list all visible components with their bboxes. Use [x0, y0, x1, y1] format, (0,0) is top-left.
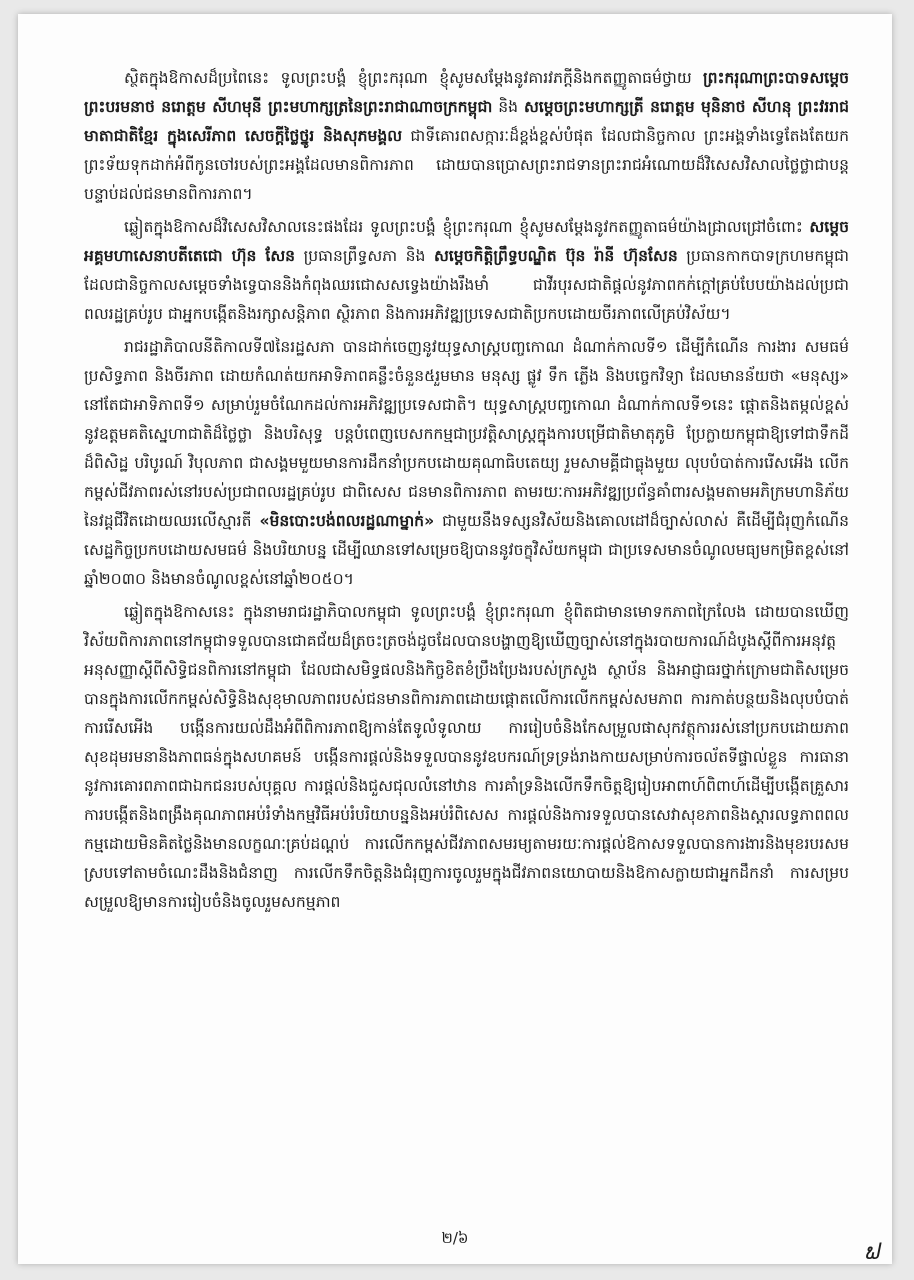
document-body	[84, 64, 849, 921]
text-run: និង	[492, 98, 524, 116]
page-number: ២/៦	[441, 1229, 469, 1247]
paragraph-4	[84, 598, 849, 917]
bold-text-run: «មិនបោះបង់ពលរដ្ឋណាម្នាក់»	[259, 512, 435, 530]
text-run: ឆ្លៀតក្នុងឱកាសនេះ ក្នុងនាមរាជរដ្ឋាភិបាលកម្ពុជា ទូលព្រះបង្គំ ខ្ញុំព្រះករុណា ខ្ញុំពិតជាមានមោទកភាពក្រៃលែង ដោយបានឃើញវិស័យពិការភាពនៅកម្ពុជាទទួលបានជោគជ័យដ៏ត្រចះត្រចង់ដូចដែលបានបង្ហាញឱ្យឃើញច្បាស់នៅក្នុងរបាយការណ៍ដំបូងស្តីពីការអនុវត្តអនុសញ្ញាស្តីពីសិទ្ធិជនពិការនៅកម្ពុជា ដែលជាសមិទ្ធផលនិងកិច្ចខិតខំប្រឹងប្រែងរបស់ក្រសួង ស្ថាប័ន និងអាជ្ញាធរថ្នាក់ក្រោមជាតិសម្រេចបានក្នុងការលើកកម្ពស់សិទ្ធិនិងសុខុមាលភាពរបស់ជនមានពិការភាពដោយផ្តោតលើការលើកកម្ពស់សមភាព ការកាត់បន្ថយនិងលុបបំបាត់ការរើសអើង បង្កើនការយល់ដឹងអំពីពិការភាពឱ្យកាន់តែទូលំទូលាយ ការរៀបចំនិងកែសម្រួលផាសុកវត្ថុការរស់នៅប្រកបដោយភាពសុខដុមរមនានិងភាពធន់ក្នុងសហគមន៍ បង្កើនការផ្តល់និងទទួលបាននូវឧបករណ៍ទ្រទ្រង់រាងកាយសម្រាប់ការចល័តទីផ្ទាល់ខ្លួន ការធានានូវការគោរពភាពជាឯកជនរបស់បុគ្គល ការផ្តល់និងជួសជុលលំនៅឋាន ការគាំទ្រនិងលើកទឹកចិត្តឱ្យរៀបអាពាហ៍ពិពាហ៍ដើម្បីបង្កើតគ្រួសារ ការបង្កើតនិងពង្រឹងគុណភាពអប់រំទាំងកម្មវិធីអប់រំបរិយាបន្ននិងអប់រំពិសេស ការផ្តល់និងការទទួលបានសេវាសុខភាពនិងស្តារលទ្ធភាពពលកម្មដោយមិនគិតថ្លៃនិងមានលក្ខណៈគ្រប់ដណ្តប់ ការលើកកម្ពស់ជីវភាពសមរម្យតាមរយៈការផ្តល់ឱកាសទទួលបានការងារនិងមុខរបរសមស្របទៅតាមចំណេះដឹងនិងជំនាញ ការលើកទឹកចិត្តនិងជំរុញការចូលរួមក្នុងជីវភាពនយោបាយនិងឱកាសក្លាយជាអ្នកដឹកនាំ ការសម្របសម្រួលឱ្យមានការរៀបចំនិងចូលរួមសកម្មភាព	[84, 603, 849, 911]
bold-text-run: សម្តេចកិត្តិព្រឹទ្ធបណ្ឌិត ប៊ុន រ៉ានី ហ៊ុនសែន	[433, 247, 678, 265]
text-run: ប្រធានព្រឹទ្ធសភា និង	[295, 247, 434, 265]
text-run: រាជរដ្ឋាភិបាលនីតិកាលទី៧នៃរដ្ឋសភា បានដាក់ចេញនូវយុទ្ធសាស្ត្របញ្ចកោណ ដំណាក់កាលទី១ ដើម្បីកំណើន ការងារ សមធម៌ ប្រសិទ្ធភាព និងចីរភាព ដោយកំណត់យកអាទិភាពគន្លឹះចំនួន៥រួមមាន មនុស្ស ផ្លូវ ទឹក ភ្លើង និងបច្ចេកវិទ្យា ដែលមានន័យថា «មនុស្ស» នៅតែជាអាទិភាពទី១ សម្រាប់រួមចំណែកដល់ការអភិវឌ្ឍប្រទេសជាតិ។ យុទ្ធសាស្ត្របញ្ចកោណ ដំណាក់កាលទី១នេះ ផ្តោតនិងតម្កល់ខ្ពស់នូវឧត្តមគតិស្នេហាជាតិដ៏ថ្លៃថ្លា និងបរិសុទ្ធ បន្តបំពេញបេសកកម្មជាប្រវត្តិសាស្ត្រក្នុងការបម្រើជាតិមាតុភូមិ ប្រែក្លាយកម្ពុជាឱ្យទៅជាទឹកដីដ៏ពិសិដ្ឋ បរិបូរណ៍ វិបុលភាព ជាសង្គមមួយមានការដឹកនាំប្រកបដោយគុណាធិបតេយ្យ រួមសាមគ្គីជាធ្លុងមួយ លុបបំបាត់ការរើសអើង លើកកម្ពស់ជីវភាពរស់នៅរបស់ប្រជាពលរដ្ឋគ្រប់រូប ជាពិសេស ជនមានពិការភាព តាមរយៈការអភិវឌ្ឍប្រព័ន្ធគាំពារសង្គមតាមអភិក្រមហានិភ័យនៃវដ្តជីវិតដោយឈរលើស្មារតី	[84, 338, 849, 530]
text-run: ឆ្លៀតក្នុងឱកាសដ៏វិសេសវិសាលនេះផងដែរ ទូលព្រះបង្គំ ខ្ញុំព្រះករុណា ខ្ញុំសូមសម្តែងនូវកតញ្ញូតាធម៌យ៉ាងជ្រាលជ្រៅចំពោះ	[124, 218, 810, 236]
document-page	[18, 14, 892, 1264]
handwritten-initials: ຟ	[866, 1240, 882, 1265]
bold-text-run: សម្តេចព្រះមហាក្សត្រី នរោត្តម មុនិនាថ សីហនុ ព្រះវររាជមាតាជាតិខ្មែរ ក្នុងសេរីភាព សេចក្តីថ្លៃថ្នូរ និងសុភមង្គល	[84, 98, 849, 145]
text-run: ជាទីគោរពសក្ការៈដ៏ខ្ពង់ខ្ពស់បំផុត ដែលជានិច្ចកាល ព្រះអង្គទាំងទ្វេតែងតែយកព្រះទ័យទុកដាក់អំពីកូនចៅរបស់ព្រះអង្គដែលមានពិការភាព ដោយបានប្រោសព្រះរាជទានព្រះរាជអំណោយដ៏វិសេសវិសាលថ្លៃថ្លាជាបន្តបន្ទាប់ដល់ជនមានពិការភាព។	[84, 127, 849, 203]
paragraph-2	[84, 213, 849, 329]
text-run: ប្រធានកាកបាទក្រហមកម្ពុជា ដែលជានិច្ចកាលសម្តេចទាំងទ្វេបាននិងកំពុងឈរជោសសទ្វេងយ៉ាងរឹងមាំ ជាវីរបុរសជាតិផ្តល់នូវភាពកក់ក្តៅគ្រប់បែបយ៉ាងដល់ប្រជាពលរដ្ឋគ្រប់រូប ជាអ្នកបង្កើតនិងរក្សាសន្តិភាព ស្ថិរភាព និងការអភិវឌ្ឍប្រទេសជាតិប្រកបដោយចីរភាពលើគ្រប់វិស័យ។	[84, 247, 849, 323]
text-run: ស្ថិតក្នុងឱកាសដ៏ប្រពៃនេះ ទូលព្រះបង្គំ ខ្ញុំព្រះករុណា ខ្ញុំសូមសម្តែងនូវគារវភក្តីនិងកតញ្ញូតាធម៌ថ្វាយ	[124, 69, 704, 87]
text-run: ជាមួយនឹងទស្សនវិស័យនិងគោលដៅដ៏ច្បាស់លាស់ គឺដើម្បីជំរុញកំណើនសេដ្ឋកិច្ចប្រកបដោយសមធម៌ និងបរិយាបន្ន ដើម្បីឈានទៅសម្រេចឱ្យបាននូវចក្ខុវិស័យកម្ពុជា ជាប្រទេសមានចំណូលមធ្យមកម្រិតខ្ពស់នៅឆ្នាំ២០៣០ និងមានចំណូលខ្ពស់នៅឆ្នាំ២០៥០។	[84, 512, 849, 588]
paragraph-1	[84, 64, 849, 209]
paragraph-3	[84, 333, 849, 594]
bold-text-run: ព្រះករុណាព្រះបាទសម្តេចព្រះបរមនាថ នរោត្តម សីហមុនី ព្រះមហាក្សត្រនៃព្រះរាជាណាចក្រកម្ពុជា	[84, 69, 849, 116]
bold-text-run: សម្តេចអគ្គមហាសេនាបតីតេជោ ហ៊ុន សែន	[84, 218, 849, 265]
